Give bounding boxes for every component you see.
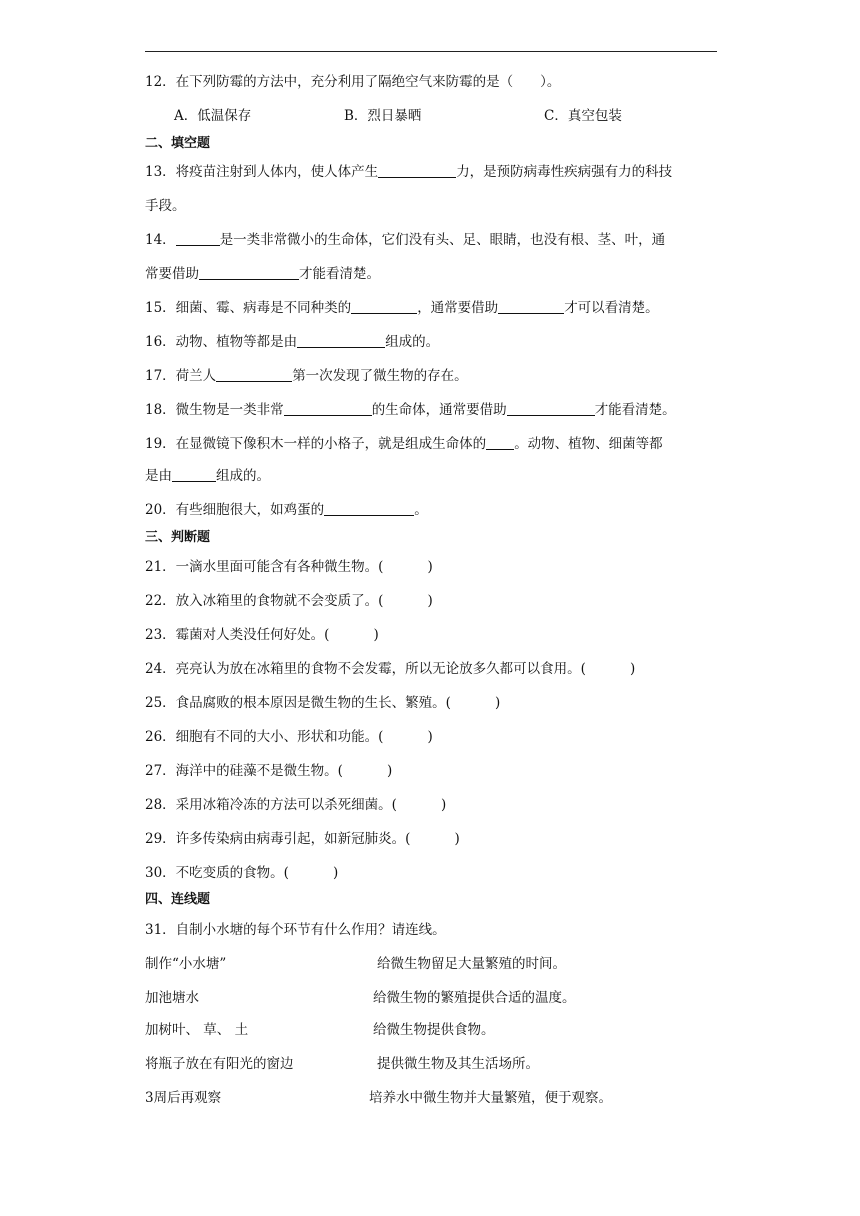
judge-text-26: 26．细胞有不同的大小、形状和功能。( [145,729,384,745]
question-16 [145,333,439,351]
question-13-cont: 手段。 [145,198,186,214]
match-right-item[interactable]: 培养水中微生物并大量繁殖，便于观察。 [369,1090,612,1106]
match-right-item[interactable]: 给微生物的繁殖提供合适的温度。 [373,990,576,1006]
q15-text-b: ，通常要借助 [417,300,499,316]
judge-item [145,558,433,576]
close-paren: ) [427,593,433,609]
q14-text-d: 才能看清楚。 [299,266,380,282]
q20-text-b: 。 [414,502,428,518]
judge-text-22: 22．放入冰箱里的食物就不会变质了。( [145,593,384,609]
question-18 [145,401,676,419]
q18-blank-2[interactable] [507,401,595,416]
close-paren: ) [494,695,501,711]
judge-text-21: 21．一滴水里面可能含有各种微生物。( [145,559,384,575]
judge-item [145,660,635,678]
section-fill-title: 二、填空题 [145,136,211,151]
judge-text-24: 24．亮亮认为放在冰箱里的食物不会发霉，所以无论放多久都可以食用。( [145,661,586,677]
judge-item [145,830,460,848]
q18-text-c: 才能看清楚。 [594,402,676,418]
match-right-item[interactable]: 提供微生物及其生活场所。 [377,1056,539,1072]
q19-blank-1[interactable] [486,435,514,450]
question-13 [145,163,672,181]
q19-text-c: 是由 [145,468,172,484]
judge-text-29: 29．许多传染病由病毒引起，如新冠肺炎。( [145,831,411,847]
q19-text-d: 组成的。 [216,468,270,484]
judge-text-30: 30．不吃变质的食物。( [145,865,289,881]
q14-text-b: 是一类非常微小的生命体，它们没有头、足、眼睛，也没有根、茎、叶，通 [219,232,666,248]
q16-text-b: 组成的。 [385,334,440,350]
q15-text-a: 15．细菌、霉、病毒是不同种类的 [145,300,352,316]
question-19-cont [145,467,270,485]
close-paren: ) [629,661,636,677]
header-rule [145,51,717,52]
q17-blank[interactable] [216,367,292,382]
judge-item [145,864,338,882]
section-match-title: 四、连线题 [145,892,211,907]
q13-text-a: 13．将疫苗注射到人体内，使人体产生 [145,164,379,180]
judge-text-28: 28．采用冰箱冷冻的方法可以杀死细菌。( [145,797,397,813]
question-12 [145,73,560,91]
judge-text-25: 25．食品腐败的根本原因是微生物的生长、繁殖。( [145,695,451,711]
q15-blank-2[interactable] [498,299,564,314]
judge-item [145,796,446,814]
question-31: 31．自制小水塘的每个环节有什么作用？请连线。 [145,922,446,938]
q15-text-c: 才可以看清楚。 [564,300,659,316]
question-20 [145,501,428,519]
q17-text-a: 17．荷兰人 [145,368,217,384]
question-17 [145,367,468,385]
match-left-item[interactable]: 将瓶子放在有阳光的窗边 [145,1056,294,1072]
match-right-item[interactable]: 给微生物留足大量繁殖的时间。 [377,956,566,972]
match-left-item[interactable]: 3周后再观察 [145,1090,222,1106]
q15-blank-1[interactable] [351,299,417,314]
question-15 [145,299,659,317]
match-left-item[interactable]: 加池塘水 [145,990,199,1006]
section-judge-title: 三、判断题 [145,530,211,545]
option-c[interactable]: C．真空包装 [544,108,622,124]
judge-text-27: 27．海洋中的硅藻不是微生物。( [145,763,343,779]
close-paren: ) [454,831,460,847]
q13-text-b: 力，是预防病毒性疾病强有力的科技 [456,164,673,180]
q16-blank[interactable] [297,333,385,348]
q17-text-b: 第一次发现了微生物的存在。 [292,368,468,384]
judge-item [145,694,500,712]
q19-text-a: 19．在显微镜下像积木一样的小格子，就是组成生命体的 [145,436,487,452]
match-left-item[interactable]: 加树叶、 草、 土 [145,1022,249,1038]
match-right-item[interactable]: 给微生物提供食物。 [373,1022,495,1038]
q14-blank-1[interactable] [176,231,220,246]
close-paren: ) [427,559,433,575]
question-19 [145,435,663,453]
q19-text-b: 。动物、植物、细菌等都 [514,436,663,452]
question-12-text: 12．在下列防霉的方法中，充分利用了隔绝空气来防霉的是（ ）。 [145,74,561,90]
question-14 [145,231,665,249]
q14-text-c: 常要借助 [145,266,199,282]
close-paren: ) [373,627,379,643]
option-a[interactable]: A．低温保存 [174,108,252,124]
q14-blank-2[interactable] [199,265,299,280]
q18-text-a: 18．微生物是一类非常 [145,402,284,418]
q20-blank[interactable] [324,501,414,516]
q18-text-b: 的生命体，通常要借助 [371,402,507,418]
match-left-item[interactable]: 制作“小水塘” [145,956,227,972]
judge-text-23: 23．霉菌对人类没任何好处。( [145,627,330,643]
q14-text-a: 14． [145,232,176,248]
judge-item [145,762,392,780]
close-paren: ) [427,729,433,745]
close-paren: ) [440,797,447,813]
q13-blank[interactable] [378,163,456,178]
q16-text-a: 16．动物、植物等都是由 [145,334,298,350]
close-paren: ) [386,763,393,779]
q18-blank-1[interactable] [284,401,372,416]
judge-item [145,626,379,644]
close-paren: ) [332,865,339,881]
q19-blank-2[interactable] [172,467,216,482]
q20-text-a: 20．有些细胞很大，如鸡蛋的 [145,502,325,518]
judge-item [145,728,433,746]
question-14-cont [145,265,380,283]
option-b[interactable]: B．烈日暴晒 [344,108,422,124]
judge-item [145,592,433,610]
